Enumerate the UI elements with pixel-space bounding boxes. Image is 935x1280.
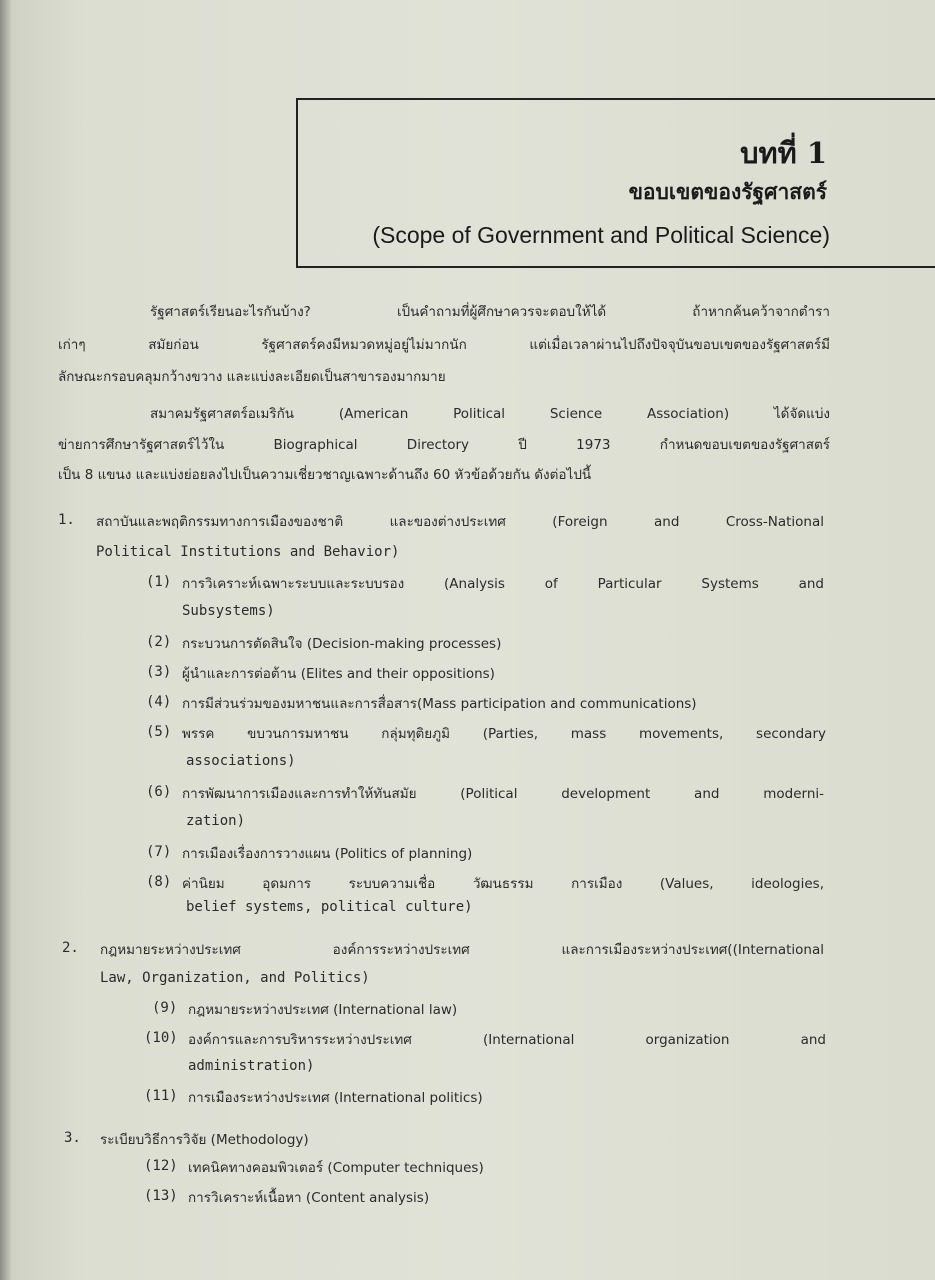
intro-paragraph-1-line-3: ลักษณะกรอบคลุมกว้างขวาง และแบ่งละเอียดเป็นสาขารองมากมาย: [58, 369, 446, 385]
list-item-text: ค่านิยม อุดมการ ระบบความเชื่อ วัฒนธรรม การเมือง (Values, ideologies,: [182, 876, 824, 892]
list-item-number: (7): [146, 844, 172, 860]
list-item-text: พรรค ขบวนการมหาชน กลุ่มทุติยภูมิ (Parties, mass movements, secondary: [182, 726, 826, 742]
section-number: 3.: [64, 1130, 81, 1146]
list-item-continuation: belief systems, political culture): [186, 899, 473, 915]
list-item-text: ผู้นำและการต่อต้าน (Elites and their oppositions): [182, 666, 495, 682]
list-item-text: การพัฒนาการเมืองและการทำให้ทันสมัย (Political development and moderni-: [182, 786, 824, 802]
list-item-text: การมีส่วนร่วมของมหาชนและการสื่อสาร(Mass participation and communications): [182, 696, 697, 712]
list-item-number: (6): [146, 784, 172, 800]
chapter-thai-title: ขอบเขตของรัฐศาสตร์: [628, 180, 827, 204]
list-item-continuation: associations): [186, 753, 296, 769]
list-item-number: (8): [146, 874, 172, 890]
list-item-number: (13): [144, 1188, 178, 1204]
section-heading-line-1: ระเบียบวิธีการวิจัย (Methodology): [100, 1132, 309, 1148]
list-item-number: (9): [152, 1000, 178, 1016]
list-item-number: (11): [144, 1088, 178, 1104]
intro-paragraph-1-line-2: เก่าๆ สมัยก่อน รัฐศาสตร์คงมีหมวดหมู่อยู่ไม่มากนัก แต่เมื่อเวลาผ่านไปถึงปัจจุบันขอบเขตของรัฐศาสตร์มี: [58, 337, 830, 353]
list-item-continuation: zation): [186, 813, 246, 829]
list-item-continuation: administration): [188, 1058, 315, 1074]
list-item-text: การเมืองระหว่างประเทศ (International politics): [188, 1090, 483, 1106]
list-item-number: (3): [146, 664, 172, 680]
section-heading-line-2: Law, Organization, and Politics): [100, 970, 370, 986]
list-item-text: การวิเคราะห์เนื้อหา (Content analysis): [188, 1190, 430, 1206]
list-item-text: องค์การและการบริหารระหว่างประเทศ (International organization and: [188, 1032, 826, 1048]
list-item-number: (4): [146, 694, 172, 710]
book-spine-shadow: [0, 0, 12, 1280]
section-heading-line-1: กฎหมายระหว่างประเทศ องค์การระหว่างประเทศ และการเมืองระหว่างประเทศ((International: [100, 942, 824, 958]
intro-paragraph-2-line-3: เป็น 8 แขนง และแบ่งย่อยลงไปเป็นความเชี่ยวชาญเฉพาะด้านถึง 60 หัวข้อด้วยกัน ดังต่อไปนี้: [58, 467, 592, 483]
intro-paragraph-2-line-1: สมาคมรัฐศาสตร์อเมริกัน (American Political Science Association) ได้จัดแบ่ง: [150, 406, 830, 422]
list-item-text: การเมืองเรื่องการวางแผน (Politics of planning): [182, 846, 473, 862]
list-item-text: กฎหมายระหว่างประเทศ (International law): [188, 1002, 458, 1018]
section-heading-line-2: Political Institutions and Behavior): [96, 544, 400, 560]
list-item-number: (12): [144, 1158, 178, 1174]
section-number: 1.: [58, 512, 75, 528]
list-item-text: เทคนิคทางคอมพิวเตอร์ (Computer techniques): [188, 1160, 484, 1176]
section-number: 2.: [62, 940, 79, 956]
list-item-number: (1): [146, 574, 172, 590]
list-item-text: กระบวนการตัดสินใจ (Decision-making processes): [182, 636, 502, 652]
list-item-text: การวิเคราะห์เฉพาะระบบและระบบรอง (Analysis of Particular Systems and: [182, 576, 824, 592]
chapter-english-title: (Scope of Government and Political Science): [372, 222, 830, 248]
list-item-continuation: Subsystems): [182, 603, 275, 619]
list-item-number: (10): [144, 1030, 178, 1046]
list-item-number: (5): [146, 724, 172, 740]
chapter-number: บทที่ 1: [740, 136, 827, 170]
section-heading-line-1: สถาบันและพฤติกรรมทางการเมืองของชาติ และของต่างประเทศ (Foreign and Cross-National: [96, 514, 824, 530]
list-item-number: (2): [146, 634, 172, 650]
intro-paragraph-2-line-2: ข่ายการศึกษารัฐศาสตร์ไว้ใน Biographical Directory ปี 1973 กำหนดขอบเขตของรัฐศาสตร์: [58, 437, 830, 453]
intro-paragraph-1-line-1: รัฐศาสตร์เรียนอะไรกันบ้าง? เป็นคำถามที่ผู้ศึกษาควรจะตอบให้ได้ ถ้าหากค้นคว้าจากตำรา: [150, 304, 830, 320]
